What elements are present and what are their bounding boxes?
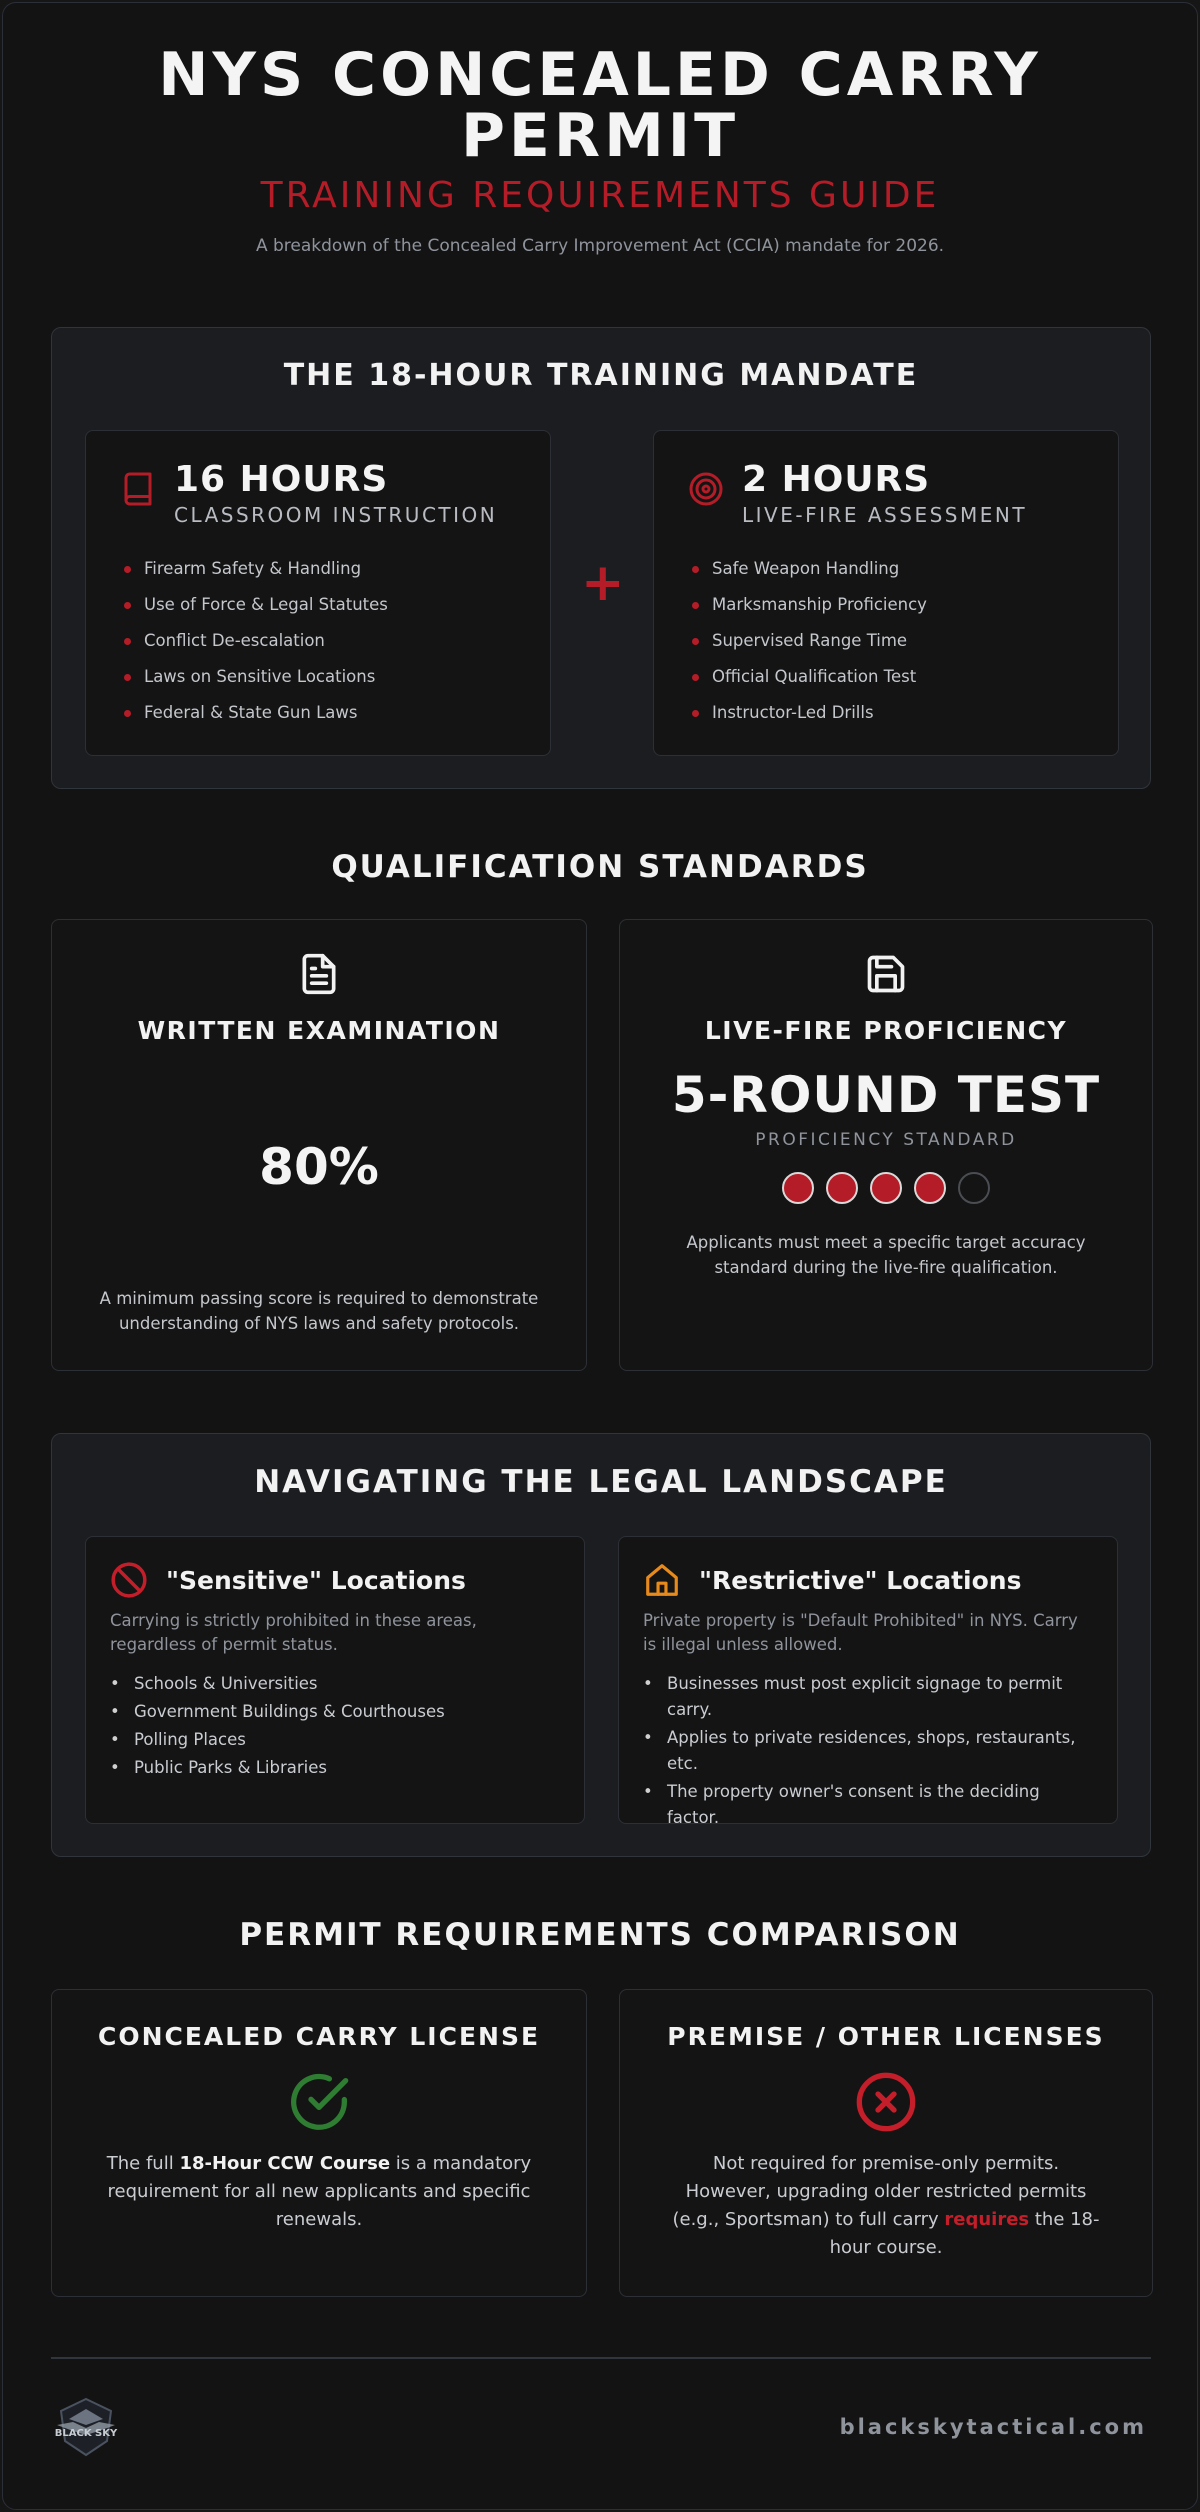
- restrictive-locations-title: "Restrictive" Locations: [699, 1565, 1022, 1595]
- livefire-hours: 2 HOURS: [742, 459, 931, 500]
- list-item: Official Qualification Test: [692, 665, 927, 701]
- livefire-label: LIVE-FIRE ASSESSMENT: [742, 503, 1028, 527]
- list-item: Firearm Safety & Handling: [124, 557, 388, 593]
- round-hit-dot: [870, 1172, 902, 1204]
- page-subtitle: TRAINING REQUIREMENTS GUIDE: [260, 175, 940, 216]
- round-hit-dot: [914, 1172, 946, 1204]
- livefire-proficiency-card: [619, 919, 1153, 1371]
- qualification-title: QUALIFICATION STANDARDS: [331, 849, 869, 885]
- restrictive-locations-card: [618, 1536, 1118, 1827]
- restrictive-locations-list: [643, 1671, 1087, 1833]
- round-hit-dot: [826, 1172, 858, 1204]
- page-tagline: A breakdown of the Concealed Carry Improvement Act (CCIA) mandate for 2026.: [255, 236, 945, 256]
- list-item: Marksmanship Proficiency: [692, 593, 927, 629]
- list-item: • Government Buildings & Courthouses: [110, 1699, 554, 1725]
- list-item: • The property owner's consent is the deciding factor.: [643, 1779, 1087, 1831]
- list-item: Supervised Range Time: [692, 629, 927, 665]
- plus-icon: +: [581, 553, 625, 613]
- target-icon: [688, 471, 724, 507]
- list-item: • Polling Places: [110, 1727, 554, 1753]
- passing-score: 80%: [259, 1138, 379, 1196]
- list-item: Conflict De-escalation: [124, 629, 388, 665]
- document-icon: [297, 952, 341, 996]
- list-item: Use of Force & Legal Statutes: [124, 593, 388, 629]
- livefire-topics: [692, 557, 927, 737]
- written-exam-title: WRITTEN EXAMINATION: [137, 1016, 501, 1045]
- classroom-topics: [124, 557, 388, 737]
- list-item: • Applies to private residences, shops, restaurants, etc.: [643, 1725, 1087, 1777]
- proficiency-standard: PROFICIENCY STANDARD: [755, 1130, 1017, 1150]
- classroom-hours: 16 HOURS: [174, 459, 389, 500]
- written-exam-card: [51, 919, 587, 1371]
- house-icon: [643, 1561, 681, 1599]
- list-item: • Businesses must post explicit signage to permit carry.: [643, 1671, 1087, 1723]
- list-item: • Public Parks & Libraries: [110, 1755, 554, 1781]
- concealed-carry-description: The full 18-Hour CCW Course is a mandatory requirement for all new applicants and specific renewals.: [106, 2153, 532, 2230]
- comparison-title: PERMIT REQUIREMENTS COMPARISON: [239, 1917, 961, 1953]
- list-item: Safe Weapon Handling: [692, 557, 927, 593]
- livefire-proficiency-title: LIVE-FIRE PROFICIENCY: [704, 1016, 1068, 1045]
- livefire-proficiency-description: Applicants must meet a specific target accuracy standard during the live-fire qualification.: [686, 1233, 1086, 1277]
- sensitive-locations-title: "Sensitive" Locations: [166, 1565, 466, 1595]
- livefire-card: [653, 430, 1119, 756]
- sensitive-locations-card: [85, 1536, 585, 1824]
- list-item: Laws on Sensitive Locations: [124, 665, 388, 701]
- classroom-label: CLASSROOM INSTRUCTION: [174, 503, 498, 527]
- round-indicator: [620, 1172, 1152, 1204]
- list-item: Federal & State Gun Laws: [124, 701, 388, 737]
- legal-panel: [51, 1433, 1151, 1857]
- round-test: 5-ROUND TEST: [671, 1066, 1101, 1124]
- round-hit-dot: [782, 1172, 814, 1204]
- classroom-card: [85, 430, 551, 756]
- list-item: • Schools & Universities: [110, 1671, 554, 1697]
- black-sky-logo: [51, 2395, 121, 2459]
- header: [3, 3, 1197, 256]
- check-circle-icon: [287, 2070, 351, 2134]
- prohibited-icon: [110, 1561, 148, 1599]
- infographic-page: [2, 2, 1198, 2510]
- premise-licenses-card: [619, 1989, 1153, 2297]
- premise-licenses-title: PREMISE / OTHER LICENSES: [667, 2022, 1105, 2051]
- book-icon: [120, 471, 156, 507]
- x-circle-icon: [854, 2070, 918, 2134]
- sensitive-locations-description: Carrying is strictly prohibited in these areas, regardless of permit status.: [110, 1611, 477, 1654]
- round-empty-dot: [958, 1172, 990, 1204]
- page-title: NYS CONCEALED CARRY PERMIT: [158, 40, 1042, 171]
- list-item: Instructor-Led Drills: [692, 701, 927, 737]
- concealed-carry-card: [51, 1989, 587, 2297]
- logo-text: BLACK SKY: [54, 2428, 118, 2439]
- restrictive-locations-description: Private property is "Default Prohibited" in NYS. Carry is illegal unless allowed.: [643, 1611, 1078, 1654]
- floppy-disk-icon: [864, 952, 908, 996]
- concealed-carry-title: CONCEALED CARRY LICENSE: [97, 2022, 541, 2051]
- legal-title: NAVIGATING THE LEGAL LANDSCAPE: [254, 1464, 948, 1500]
- premise-licenses-description: Not required for premise-only permits. However, upgrading older restricted permits (e.g., Sportsman) to full carry requires the 18-hour course.: [672, 2153, 1100, 2258]
- mandate-title: THE 18-HOUR TRAINING MANDATE: [283, 358, 919, 393]
- website-url[interactable]: blackskytactical.com: [839, 2415, 1147, 2439]
- footer-divider: [51, 2357, 1151, 2359]
- sensitive-locations-list: [110, 1671, 554, 1783]
- written-exam-description: A minimum passing score is required to demonstrate understanding of NYS laws and safety protocols.: [99, 1289, 539, 1333]
